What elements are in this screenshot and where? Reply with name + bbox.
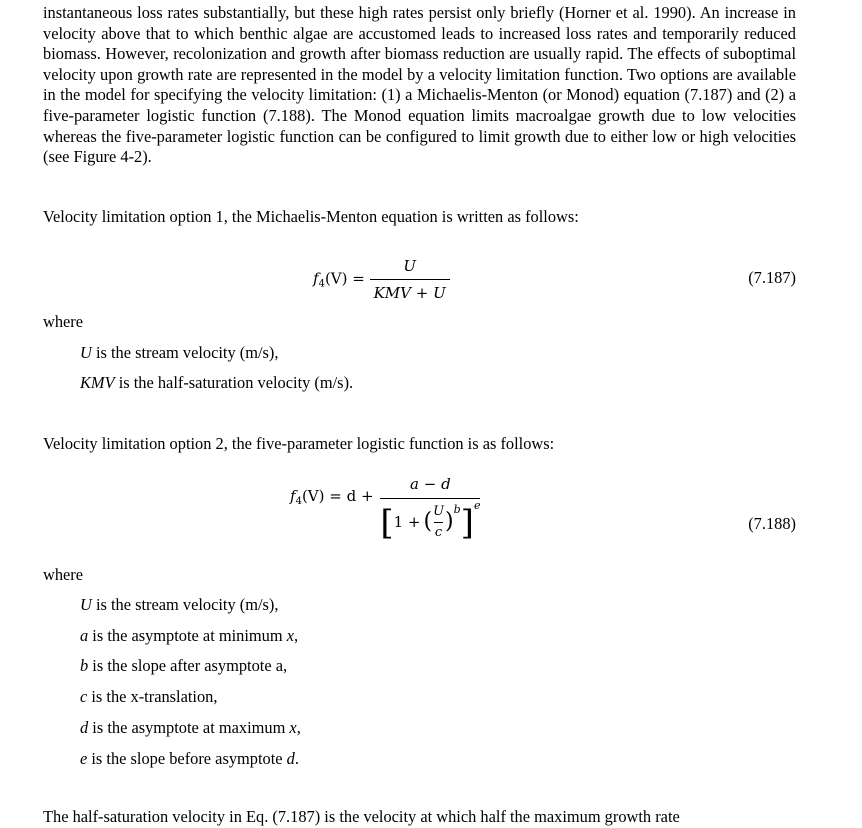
eq2-exponent-b: b xyxy=(453,502,461,516)
definition-d: d is the asymptote at maximum x, xyxy=(80,718,301,737)
eq1-function: f xyxy=(313,269,319,288)
document-page xyxy=(43,0,796,824)
eq2-subscript: 4 xyxy=(295,496,302,507)
definition-U-1: U is the stream velocity (m/s), xyxy=(80,343,279,362)
eq2-numerator: a − d xyxy=(410,475,451,493)
eq2-inner-numerator: U xyxy=(433,503,445,519)
intro-paragraph: instantaneous loss rates substantially, but these high rates persist only briefly (Horner et al. 1990). An increase in velocity above that to which benthic algae are accustomed leads to increased loss rates and temporarily reduced biomass. However, recolonization and growth after biomass reduction are usually rapid. The effects of suboptimal velocity upon growth rate are represented in the model by a velocity limitation function. Two options are available in the model for specifying the velocity limitation: (1) a Michaelis-Menton (or Monod) equation (7.187) and (2) a five-parameter logistic function (7.188). The Monod equation limits macroalgae growth due to low velocities whereas the five-parameter logistic function can be configured to limit growth due to either low or high velocities (see Figure 4-2). xyxy=(43,3,796,167)
equation-number-7-188: (7.188) xyxy=(748,514,796,533)
definition-KMV: KMV is the half-saturation velocity (m/s). xyxy=(80,373,354,392)
eq2-left-paren: ( xyxy=(423,509,433,535)
eq2-right-bracket: ] xyxy=(460,502,474,543)
eq2-denominator xyxy=(380,498,480,544)
option1-intro: Velocity limitation option 1, the Michaelis-Menton equation is written as follows: xyxy=(43,207,579,226)
eq1-subscript: 4 xyxy=(318,278,325,290)
eq2-inner-denominator: c xyxy=(434,522,443,544)
option2-intro: Velocity limitation option 2, the five-parameter logistic function is as follows: xyxy=(43,434,555,453)
equation-number-7-187: (7.187) xyxy=(748,268,796,287)
where-label-2: where xyxy=(43,565,84,584)
definition-c: c is the x-translation, xyxy=(80,687,218,706)
definition-a: a is the asymptote at minimum x, xyxy=(80,626,299,645)
eq2-fraction xyxy=(380,474,480,544)
eq1-fraction xyxy=(370,256,450,303)
definition-b: b is the slope after asymptote a, xyxy=(80,656,288,675)
equation-7-188 xyxy=(290,474,480,544)
half-saturation-paragraph: The half-saturation velocity in Eq. (7.187) is the velocity at which half the maximum growth rate xyxy=(43,807,680,826)
eq2-inner-fraction xyxy=(432,502,445,544)
eq2-argument: (V) = d + xyxy=(301,487,374,505)
eq1-denominator: KMV + U xyxy=(370,279,450,304)
eq2-one-plus: 1 + xyxy=(393,513,421,532)
eq1-numerator: U xyxy=(403,257,416,275)
eq1-argument: (V) = xyxy=(324,269,365,288)
eq2-left-bracket: [ xyxy=(380,502,394,543)
eq2-right-paren: ) xyxy=(445,509,454,535)
definition-U-2: U is the stream velocity (m/s), xyxy=(80,595,279,614)
eq2-function: f xyxy=(290,487,296,505)
where-label-1: where xyxy=(43,312,84,331)
equation-7-187 xyxy=(313,256,450,303)
eq2-exponent-e: e xyxy=(473,498,481,512)
definition-e: e is the slope before asymptote d. xyxy=(80,749,299,768)
